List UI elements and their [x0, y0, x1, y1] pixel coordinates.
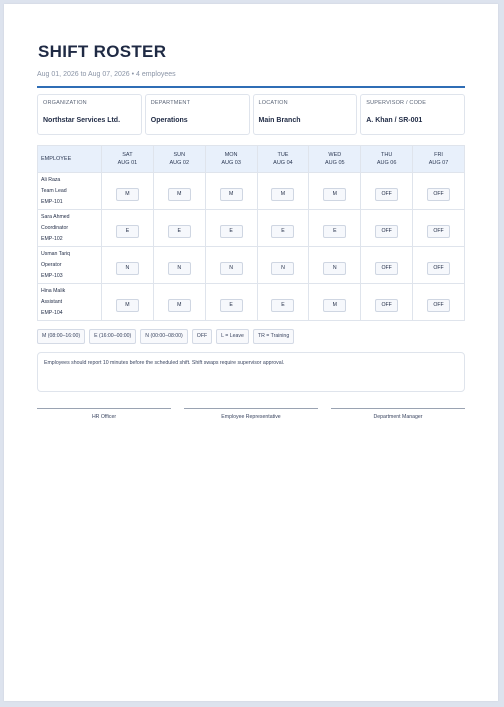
- roster-page: [4, 4, 498, 701]
- table-header-row: [38, 146, 465, 173]
- shift-cell: [257, 173, 309, 210]
- shift-badge: OFF: [375, 225, 398, 238]
- signature-label: Employee Representative: [221, 414, 281, 420]
- shift-cell: [309, 173, 361, 210]
- shift-cell: [102, 210, 154, 247]
- shift-badge: E: [271, 299, 294, 312]
- employee-cell: [38, 210, 102, 247]
- column-header-day: [361, 146, 413, 173]
- shift-cell: [413, 247, 465, 284]
- signature-line: [331, 408, 465, 409]
- shift-cell: [257, 247, 309, 284]
- info-value: Northstar Services Ltd.: [43, 117, 121, 124]
- shift-badge: OFF: [427, 299, 450, 312]
- employee-cell: [38, 173, 102, 210]
- signature-hr-officer: [37, 408, 171, 420]
- shift-badge: OFF: [427, 188, 450, 201]
- employee-role: Team Lead: [41, 187, 67, 194]
- shift-badge: E: [116, 225, 139, 238]
- shift-badge: M: [168, 299, 191, 312]
- info-row: [37, 94, 465, 135]
- shift-cell: [257, 284, 309, 321]
- employee-name: Sara Ahmed: [41, 213, 70, 220]
- day-name: TUE: [277, 152, 289, 158]
- shift-badge: M: [323, 299, 346, 312]
- shift-badge: OFF: [427, 225, 450, 238]
- shift-cell: [413, 210, 465, 247]
- day-name: SUN: [173, 152, 186, 158]
- shift-badge: E: [323, 225, 346, 238]
- notes-box: Employees should report 10 minutes before the scheduled shift. Shift swaps require supervisor approval.: [37, 352, 465, 392]
- shift-badge: M: [220, 188, 243, 201]
- day-date: AUG 06: [376, 160, 397, 166]
- day-date: AUG 05: [325, 160, 345, 166]
- shift-cell: [361, 173, 413, 210]
- column-header-employee: EMPLOYEE: [38, 146, 102, 173]
- table-row: [38, 247, 465, 284]
- column-header-day: [205, 146, 257, 173]
- info-label: DEPARTMENT: [150, 100, 191, 106]
- shift-badge: M: [168, 188, 191, 201]
- shift-cell: [102, 247, 154, 284]
- signature-employee-rep: [184, 408, 318, 420]
- shift-badge: M: [323, 188, 346, 201]
- signature-line: [37, 408, 171, 409]
- legend-item-night: N (00:00–08:00): [140, 329, 188, 344]
- shift-cell: [309, 210, 361, 247]
- shift-cell: [205, 284, 257, 321]
- employee-id: EMP-103: [41, 272, 63, 279]
- shift-cell: [205, 173, 257, 210]
- shift-badge: N: [323, 262, 346, 275]
- column-header-day: [153, 146, 205, 173]
- column-header-day: [413, 146, 465, 173]
- info-value: Main Branch: [258, 117, 301, 124]
- shift-badge: E: [168, 225, 191, 238]
- table-row: [38, 173, 465, 210]
- page-title: SHIFT ROSTER: [38, 42, 167, 61]
- day-date: AUG 03: [221, 160, 241, 166]
- page-subtitle: Aug 01, 2026 to Aug 07, 2026 • 4 employees: [37, 71, 176, 78]
- shift-cell: [361, 247, 413, 284]
- shift-cell: [102, 284, 154, 321]
- employee-role: Operator: [41, 261, 62, 268]
- employee-cell: [38, 247, 102, 284]
- legend-item-morning: M (08:00–16:00): [37, 329, 85, 344]
- shift-cell: [153, 284, 205, 321]
- info-value: A. Khan / SR-001: [366, 117, 423, 124]
- column-header-day: [102, 146, 154, 173]
- legend-item-evening: E (16:00–00:00): [89, 329, 136, 344]
- day-name: FRI: [434, 152, 443, 158]
- info-label: ORGANIZATION: [43, 100, 87, 106]
- shift-badge: N: [271, 262, 294, 275]
- employee-role: Coordinator: [41, 224, 69, 231]
- shift-badge: M: [116, 299, 139, 312]
- shift-badge: M: [271, 188, 294, 201]
- info-label: SUPERVISOR / CODE: [366, 100, 427, 106]
- day-date: AUG 07: [428, 160, 449, 166]
- employee-id: EMP-102: [41, 235, 63, 242]
- column-header-day: [309, 146, 361, 173]
- employee-name: Ali Raza: [41, 176, 61, 183]
- employee-name: Hina Malik: [41, 287, 66, 294]
- employee-name: Usman Tariq: [41, 250, 71, 257]
- day-date: AUG 01: [117, 160, 138, 166]
- employee-role: Assistant: [41, 298, 63, 305]
- day-date: AUG 02: [169, 160, 190, 166]
- signature-line: [184, 408, 318, 409]
- shift-badge: N: [168, 262, 191, 275]
- employee-cell: [38, 284, 102, 321]
- shift-legend: [37, 329, 294, 344]
- shift-badge: M: [116, 188, 139, 201]
- day-name: SAT: [122, 152, 133, 158]
- info-box-supervisor: [360, 94, 465, 135]
- legend-item-off: OFF: [192, 329, 212, 344]
- shift-cell: [257, 210, 309, 247]
- shift-badge: E: [220, 225, 243, 238]
- day-date: AUG 04: [273, 160, 293, 166]
- shift-cell: [153, 210, 205, 247]
- day-name: MON: [224, 152, 238, 158]
- table-row: [38, 284, 465, 321]
- signature-label: Department Manager: [373, 414, 423, 420]
- signature-dept-manager: [331, 408, 465, 420]
- legend-item-leave: L = Leave: [216, 329, 249, 344]
- legend-item-training: TR = Training: [253, 329, 294, 344]
- shift-badge: OFF: [375, 188, 398, 201]
- info-label: LOCATION: [258, 100, 288, 106]
- shift-badge: OFF: [375, 299, 398, 312]
- shift-cell: [309, 284, 361, 321]
- day-name: WED: [328, 152, 342, 158]
- shift-badge: OFF: [375, 262, 398, 275]
- shift-cell: [205, 210, 257, 247]
- shift-cell: [153, 173, 205, 210]
- shift-cell: [413, 173, 465, 210]
- shift-badge: N: [220, 262, 243, 275]
- shift-cell: [413, 284, 465, 321]
- shift-badge: E: [271, 225, 294, 238]
- shift-cell: [205, 247, 257, 284]
- info-box-department: [145, 94, 250, 135]
- shift-cell: [153, 247, 205, 284]
- info-box-organization: [37, 94, 142, 135]
- signature-row: [37, 408, 465, 420]
- table-row: [38, 210, 465, 247]
- shift-cell: [361, 210, 413, 247]
- shift-cell: [361, 284, 413, 321]
- column-header-day: [257, 146, 309, 173]
- roster-table: [37, 145, 465, 321]
- title-divider: [37, 86, 465, 88]
- shift-badge: E: [220, 299, 243, 312]
- shift-badge: OFF: [427, 262, 450, 275]
- signature-label: HR Officer: [91, 414, 117, 420]
- shift-cell: [102, 173, 154, 210]
- employee-id: EMP-101: [41, 198, 63, 205]
- employee-id: EMP-104: [41, 309, 63, 316]
- shift-badge: N: [116, 262, 139, 275]
- shift-cell: [309, 247, 361, 284]
- day-name: THU: [380, 152, 393, 158]
- info-value: Operations: [150, 117, 188, 124]
- info-box-location: [253, 94, 358, 135]
